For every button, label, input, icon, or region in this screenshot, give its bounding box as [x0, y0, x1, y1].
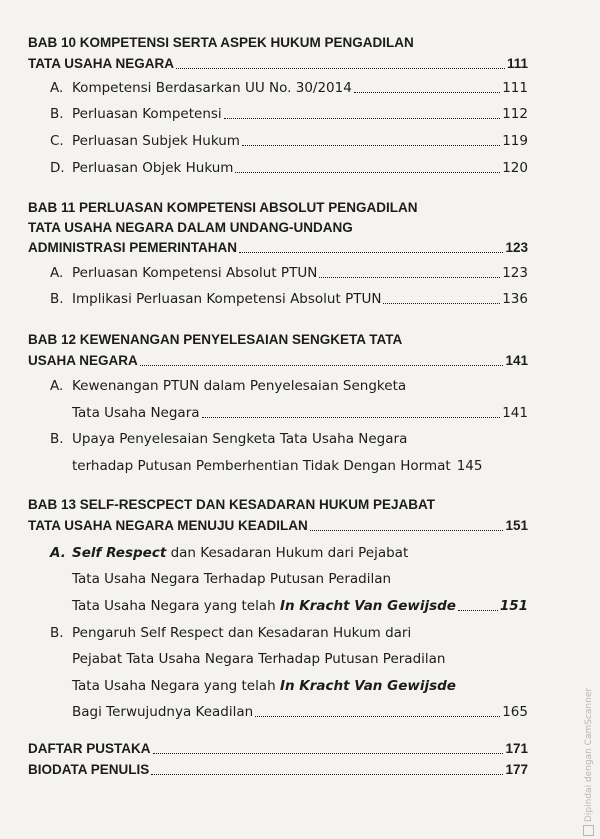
entry-letter: C. [50, 133, 64, 149]
toc-entry [50, 624, 411, 642]
entry-letter: B. [50, 431, 64, 447]
toc-entry [50, 79, 528, 97]
entry-text: Kompetensi Berdasarkan UU No. 30/2014 [72, 80, 352, 96]
toc-entry [50, 430, 407, 448]
entry-letter: D. [50, 160, 65, 176]
bab12-heading [28, 352, 528, 370]
leader-dots [310, 529, 504, 531]
toc-entry-cont: Tata Usaha Negara Terhadap Putusan Peradilan [72, 571, 392, 587]
leader-dots [452, 474, 456, 475]
entry-text: Kewenangan PTUN dalam Penyelesaian Sengketa [72, 378, 407, 394]
biodata-entry [28, 761, 528, 779]
entry-letter: A. [50, 378, 64, 394]
leader-dots [354, 91, 500, 93]
entry-letter: B. [50, 291, 64, 307]
entry-letter: B. [50, 625, 64, 641]
entry-text: Perluasan Kompetensi [72, 106, 222, 122]
entry-text: Tata Usaha Negara [72, 405, 200, 421]
entry-text: Implikasi Perluasan Kompetensi Absolut PTUN [72, 291, 382, 307]
leader-dots [202, 416, 501, 418]
daftar-pustaka-entry [28, 740, 528, 758]
entry-page: 123 [502, 265, 528, 281]
entry-emphasis: In Kracht Van Gewijsde [279, 598, 456, 614]
bab11-title-line1: BAB 11 PERLUASAN KOMPETENSI ABSOLUT PENGADILAN [28, 200, 418, 215]
toc-entry-cont [72, 597, 528, 615]
entry-text: terhadap Putusan Pemberhentian Tidak Dengan Hormat [72, 458, 451, 474]
entry-page: 145 [456, 458, 483, 474]
entry-text: Pengaruh Self Respect dan Kesadaran Hukum dari [72, 625, 412, 641]
bab10-heading [28, 55, 528, 73]
bab12-page: 141 [505, 353, 528, 368]
leader-dots [255, 715, 500, 717]
watermark-text: Dipindai dengan CamScanner [584, 687, 594, 822]
leader-dots [140, 364, 504, 366]
daftar-pustaka-title: DAFTAR PUSTAKA [28, 741, 151, 756]
entry-page: 111 [502, 80, 528, 96]
leader-dots [224, 117, 501, 119]
bab13-heading [28, 517, 528, 535]
bab10-title-line2: TATA USAHA NEGARA [28, 56, 174, 71]
entry-page: 120 [502, 160, 528, 176]
entry-letter: B. [50, 106, 64, 122]
entry-letter: A. [50, 545, 66, 561]
bab10-title-line1: BAB 10 KOMPETENSI SERTA ASPEK HUKUM PENGADILAN [28, 35, 414, 50]
entry-page: 119 [502, 133, 528, 149]
entry-page: 136 [502, 291, 528, 307]
entry-emphasis: In Kracht Van Gewijsde [279, 678, 456, 694]
entry-page: 151 [499, 598, 528, 614]
leader-dots [176, 67, 505, 69]
entry-letter: A. [50, 265, 64, 281]
toc-entry [50, 159, 528, 177]
entry-text: Perluasan Kompetensi Absolut PTUN [72, 265, 318, 281]
bab13-page: 151 [505, 518, 528, 533]
entry-page: 112 [502, 106, 528, 122]
toc-entry-cont [72, 457, 528, 475]
entry-text: Perluasan Objek Hukum [72, 160, 234, 176]
toc-entry [50, 290, 528, 308]
entry-text: Upaya Penyelesaian Sengketa Tata Usaha Negara [72, 431, 408, 447]
entry-emphasis: Self Respect [72, 545, 167, 561]
toc-entry-cont: Pejabat Tata Usaha Negara Terhadap Putusan Peradilan [72, 651, 446, 667]
bab13-title-line1: BAB 13 SELF-RESCPECT DAN KESADARAN HUKUM PEJABAT [28, 497, 436, 512]
bab11-heading [28, 239, 528, 257]
toc-entry-cont [72, 703, 528, 721]
entry-text: Tata Usaha Negara yang telah [72, 598, 280, 614]
leader-dots [239, 251, 503, 253]
entry-text: Tata Usaha Negara yang telah [72, 678, 280, 694]
biodata-page: 177 [505, 762, 528, 777]
toc-entry [50, 132, 528, 150]
leader-dots [235, 171, 500, 173]
bab11-title-line2: TATA USAHA NEGARA DALAM UNDANG-UNDANG [28, 220, 353, 235]
toc-entry-cont [72, 677, 456, 695]
daftar-pustaka-page: 171 [505, 741, 528, 756]
toc-entry [50, 544, 408, 562]
toc-entry-cont [72, 404, 528, 422]
bab11-page: 123 [505, 240, 528, 255]
toc-entry [50, 377, 406, 395]
leader-dots [383, 302, 500, 304]
leader-dots [153, 752, 504, 754]
toc-entry [50, 105, 528, 123]
entry-page: 141 [502, 405, 528, 421]
entry-text: dan Kesadaran Hukum dari Pejabat [166, 545, 409, 561]
entry-page: 165 [502, 704, 528, 720]
bab12-title-line2: USAHA NEGARA [28, 353, 138, 368]
biodata-title: BIODATA PENULIS [28, 762, 150, 777]
camscanner-watermark [583, 688, 594, 836]
toc-entry [50, 264, 528, 282]
entry-letter: A. [50, 80, 64, 96]
camscanner-icon [583, 825, 594, 836]
leader-dots [151, 773, 503, 775]
leader-dots [319, 276, 500, 278]
bab12-title-line1: BAB 12 KEWENANGAN PENYELESAIAN SENGKETA TATA [28, 332, 403, 347]
bab10-page: 111 [506, 56, 528, 71]
bab13-title-line2: TATA USAHA NEGARA MENUJU KEADILAN [28, 518, 308, 533]
entry-text: Perluasan Subjek Hukum [72, 133, 240, 149]
entry-text: Bagi Terwujudnya Keadilan [72, 704, 254, 720]
bab11-title-line3: ADMINISTRASI PEMERINTAHAN [28, 240, 237, 255]
leader-dots [242, 144, 500, 146]
leader-dots [458, 609, 498, 611]
